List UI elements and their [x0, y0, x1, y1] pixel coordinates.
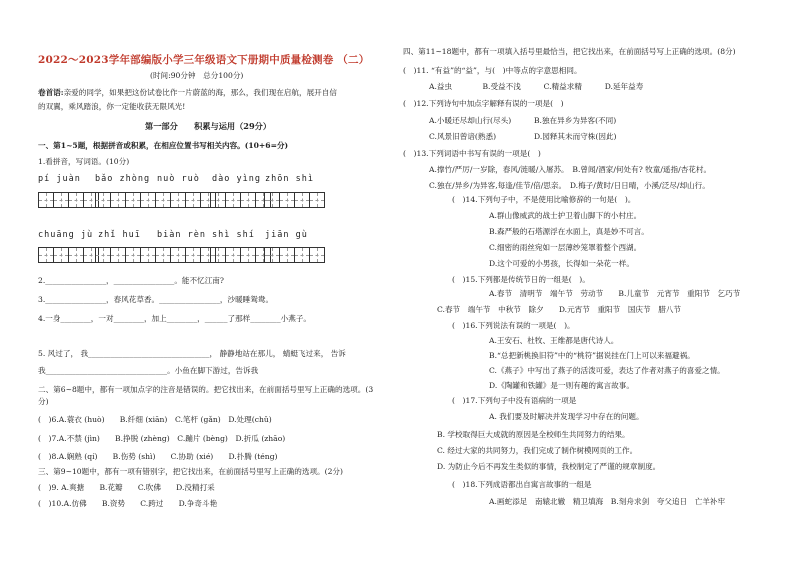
exam-meta: (时间:90分钟 总分100分) — [150, 71, 244, 80]
question-14-a: A.群山像威武的战士护卫着山脚下的小村庄。 — [489, 211, 642, 220]
page-title: 2022～2023学年部编版小学三年级语文下册期中质量检测卷 （二） — [38, 54, 370, 66]
question-16-c: C.《燕子》中写出了燕子的活泼可爱，表达了作者对燕子的喜爱之情。 — [489, 366, 725, 375]
question-10: ( )10.A.仿佛 B.资势 C.跨过 D.争奇斗艳 — [38, 499, 218, 508]
writing-grid-3[interactable] — [155, 192, 215, 208]
question-12: ( )12.下列诗句中加点字解释有误的一项是( ) — [403, 99, 564, 108]
question-18: ( )18.下列成语都出自寓言故事的一组是 — [452, 480, 592, 489]
question-13-options-2: C.独在/异乡/为异客,每逢/佳节/倍/思亲。 D.梅子/黄时/日日晴，小溪/泛尽/却山行。 — [429, 181, 710, 190]
question-12-options-2: C.风景旧曾谙(熟悉) D.园释其未而守株(因此) — [429, 132, 617, 141]
section-2-heading-cont: 分) — [38, 397, 49, 406]
intro-line-2: 的双翼，乘风踏浪，你一定能收获无限风光! — [38, 102, 186, 111]
question-16-d: D.《陶罐和铁罐》是一则有趣的寓言故事。 — [489, 381, 634, 390]
question-13: ( )13.下列词语中书写有误的一项是( ) — [403, 149, 541, 158]
section-4-heading: 四、第11~18题中，都有一项填入括号里最恰当，把它找出来，在前面括号写上正确的选项。(8分) — [403, 47, 736, 56]
question-9: ( )9. A.爽搪 B.花瓣 C.吹佛 D.没精打采 — [38, 483, 215, 492]
question-15-a: A.春节 清明节 端午节 劳动节 B.儿童节 元宵节 重阳节 乞巧节 — [489, 289, 741, 298]
intro-line-1 — [38, 88, 337, 98]
pinyin-2-4: shì shí — [212, 230, 255, 240]
pinyin-1-3: nuò ruò — [157, 174, 200, 184]
pinyin-1-2: bǎo zhòng — [95, 174, 151, 184]
question-14-c: C.细密的雨丝宛如一层薄纱笼罩着整个西湖。 — [489, 243, 642, 252]
pinyin-2-3: biàn rèn — [157, 230, 206, 240]
part1-heading: 第一部分 积累与运用（29分） — [145, 121, 272, 131]
question-15-b: C.春节 端午节 中秋节 除夕 D.元宵节 重阳节 国庆节 腊八节 — [437, 305, 681, 314]
intro-prefix: 卷首语: — [38, 88, 64, 97]
question-14-d: D.这个可爱的小男孩，长得如一朵花一样。 — [489, 259, 634, 268]
writing-grid-5[interactable] — [264, 192, 324, 208]
question-2: 2.________________，________________。能不忆江南? — [38, 276, 224, 285]
writing-grid-6[interactable] — [38, 247, 98, 263]
pinyin-2-1: chuāng jù — [38, 230, 94, 240]
question-6: ( )6.A.蓑衣 (huò) B.纤细 (xiān) C.笔杆 (gǎn) D.处理(chǔ) — [38, 415, 272, 424]
question-14-b: B.森严般的石塔源浮在水面上，真是妙不可言。 — [489, 227, 649, 236]
pinyin-1-4: dào yìng — [212, 174, 261, 184]
section-3-heading: 三、第9~10题中，都有一项有错别字，把它找出来，在前面括号里写上正确的选项。(2分) — [38, 467, 343, 476]
writing-grid-9[interactable] — [210, 247, 270, 263]
pinyin-2-2: zhǐ huī — [98, 230, 141, 240]
question-11-options: A.益虫 B.受益不浅 C.精益求精 D.延年益寿 — [429, 82, 644, 91]
writing-grid-8[interactable] — [155, 247, 215, 263]
question-13-options-1: A.撑竹/严厉/一岁除，春风/涟暖/入屠苏。 B.曾闻/酒家/何处有? 牧童/遥指/杏花村。 — [429, 165, 712, 174]
section-1-heading: 一、第1~5题，根据拼音或积累，在相应位置书写相关内容。(10+6=分) — [38, 141, 289, 150]
question-16-a: A.王安石、杜牧、王维都是唐代诗人。 — [489, 336, 619, 345]
writing-grid-7[interactable] — [95, 247, 155, 263]
question-11: ( )11. “有益”的“益”，与( )中等点的字意思相同。 — [403, 66, 582, 75]
question-5-start: 5. 风过了， 我________________________________， — [38, 349, 218, 358]
question-17-a: A. 我们要及时解决并发现学习中存在的问题。 — [489, 412, 644, 421]
writing-grid-4[interactable] — [210, 192, 270, 208]
question-7: ( )7.A.不禁 (jìn) B.挣脱 (zhèng) C.蹦片 (bèng) D.折瓜 (zhāo) — [38, 434, 286, 443]
question-16: ( )16.下列说法有误的一项是( )。 — [452, 321, 575, 330]
writing-grid-2[interactable] — [95, 192, 155, 208]
section-2-heading: 二、第6~8题中，都有一项加点字的注音是错误的。把它找出来，在前面括号里写上正确的选项。(3 — [38, 385, 374, 394]
question-17-b: B. 学校取得巨大成就的原因是全校师生共同努力的结果。 — [437, 430, 630, 439]
question-5-line-1 — [38, 349, 346, 359]
question-18-options: A.画蛇添足 南辕北辙 精卫填海 B.刻舟求剑 夸父追日 亡羊补牢 — [489, 497, 726, 506]
question-5-line-2: 我________________________________。小鱼在脚下游过，告诉我 — [38, 366, 259, 375]
question-12-options-1: A.小暖还尽却山行(尽头) B.独在异乡为异客(不同) — [429, 116, 617, 125]
question-15: ( )15.下列都是传统节日的一组是( )。 — [452, 275, 590, 284]
question-1: 1.看拼音，写词语。(10分) — [38, 157, 130, 166]
intro-text-1: 亲爱的同学，如果把这份试卷比作一片蔚蓝的海，那么，我们现在启航，展开自信 — [63, 88, 337, 97]
pinyin-1-5: zhōn shì — [265, 174, 314, 184]
pinyin-2-5: jiān gù — [265, 230, 308, 240]
question-4: 4.一身________，一对________，加上________，______了那样________小燕子。 — [38, 314, 312, 323]
question-17: ( )17.下列句子中没有语病的一项是 — [452, 396, 577, 405]
question-16-b: B.“总把新桃换旧符”中的“桃符”据说挂在门上可以来福避祸。 — [489, 351, 695, 360]
question-17-c: C. 经过大家的共同努力，我们完成了制作树模网页的工作。 — [437, 446, 638, 455]
question-5-tail: 静静地站在那儿， 蜻蜓飞过来， 告诉 — [219, 349, 346, 358]
writing-grid-10[interactable] — [264, 247, 324, 263]
writing-grid-1[interactable] — [38, 192, 98, 208]
question-17-d: D. 为防止今后不再发生类似的事情，我校制定了严谨的规章制度。 — [437, 462, 661, 471]
question-14: ( )14.下列句子中，不是使用比喻修辞的一句是( )。 — [452, 195, 636, 204]
question-3: 3.________________，春风花草香。________________，沙暖睡鸳鸯。 — [38, 295, 274, 304]
question-8: ( )8.A.娴熟 (qí) B.伤势 (shì) C.协助 (xié) D.扑腾 (téng) — [38, 452, 278, 461]
pinyin-1-1: pí juàn — [38, 174, 81, 184]
